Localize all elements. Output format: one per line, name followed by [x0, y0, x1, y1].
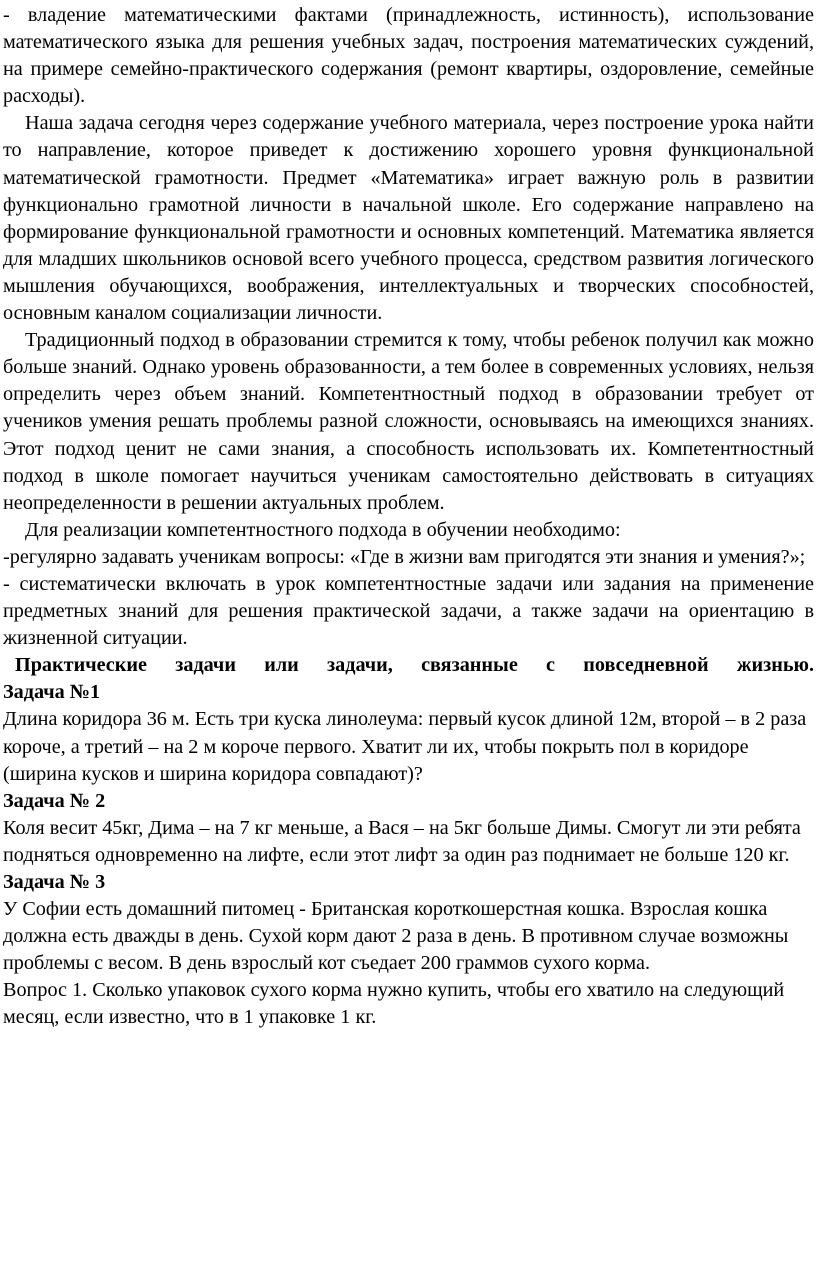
requirement-item: -регулярно задавать ученикам вопросы: «Где в жизни вам пригодятся эти знания и умения?»; — [3, 545, 806, 568]
task-text: Коля весит 45кг, Дима – на 7 кг меньше, а Вася – на 5кг больше Димы. Смогут ли эти ребята подняться одновременно на лифте, если этот лифт за один раз поднимает не больше 120 кг. — [3, 816, 801, 866]
task-question: Вопрос 1. Сколько упаковок сухого корма нужно купить, чтобы его хватило на следующий месяц, если известно, что в 1 упаковке 1 кг. — [3, 979, 785, 1029]
task-title: Задача №1 — [3, 681, 101, 704]
paragraph-goal: Наша задача сегодня через содержание учебного материала, через построение урока найти то направление, которое приведет к достижению хорошего уровня функциональной математической грамотности. Предмет «Математика» играет важную роль в развитии функционально грамотной личности в начальной школе. Его содержание направлено на формирование функциональной грамотности и основных компетенций. Математика является для младших школьников основой всего учебного процесса, средством развития логического мышления обучающихся, воображения, интеллектуальных и творческих способностей, основным каналом социализации личности. — [3, 112, 814, 325]
paragraph-approach: Традиционный подход в образовании стремится к тому, чтобы ребенок получил как можно больше знаний. Однако уровень образованности, а тем более в современных условиях, нельзя определить через объем знаний. Компетентностный подход в образовании требует от учеников умения решать проблемы разной сложности, основываясь на имеющихся знаниях. Этот подход ценит не сами знания, а способность использовать их. Компетентностный подход в школе помогает научиться ученикам самостоятельно действовать в ситуациях неопределенности в решении актуальных проблем. — [3, 329, 814, 514]
requirement-item: - систематически включать в урок компетентностные задачи или задания на применение предметных знаний для решения практической задачи, а также задачи на ориентацию в жизненной ситуации. — [3, 572, 814, 650]
intro-bullet: - владение математическими фактами (принадлежность, истинность), использование математического языка для решения учебных задач, построения математических суждений, на примере семейно-практического содержания (ремонт квартиры, оздоровление, семейные расходы). — [3, 4, 814, 108]
task-title: Задача № 3 — [3, 871, 106, 893]
section-heading: Практические задачи или задачи, связанные с повседневной жизнью. — [15, 654, 814, 677]
task-text: У Софии есть домашний питомец - Британская короткошерстная кошка. Взрослая кошка должна есть дважды в день. Сухой корм дают 2 раза в день. В противном случае возможны проблемы с весом. В день взрослый кот съедает 200 граммов сухого корма. — [3, 898, 789, 975]
task-text: Длина коридора 36 м. Есть три куска линолеума: первый кусок длиной 12м, второй – в 2 раза короче, а третий – на 2 м короче первого. Хватит ли их, чтобы покрыть пол в коридоре (ширина кусков и ширина коридора совпадают)? — [3, 708, 807, 785]
task-title: Задача № 2 — [3, 789, 106, 812]
requirements-intro: Для реализации компетентностного подхода в обучении необходимо: — [25, 518, 621, 541]
